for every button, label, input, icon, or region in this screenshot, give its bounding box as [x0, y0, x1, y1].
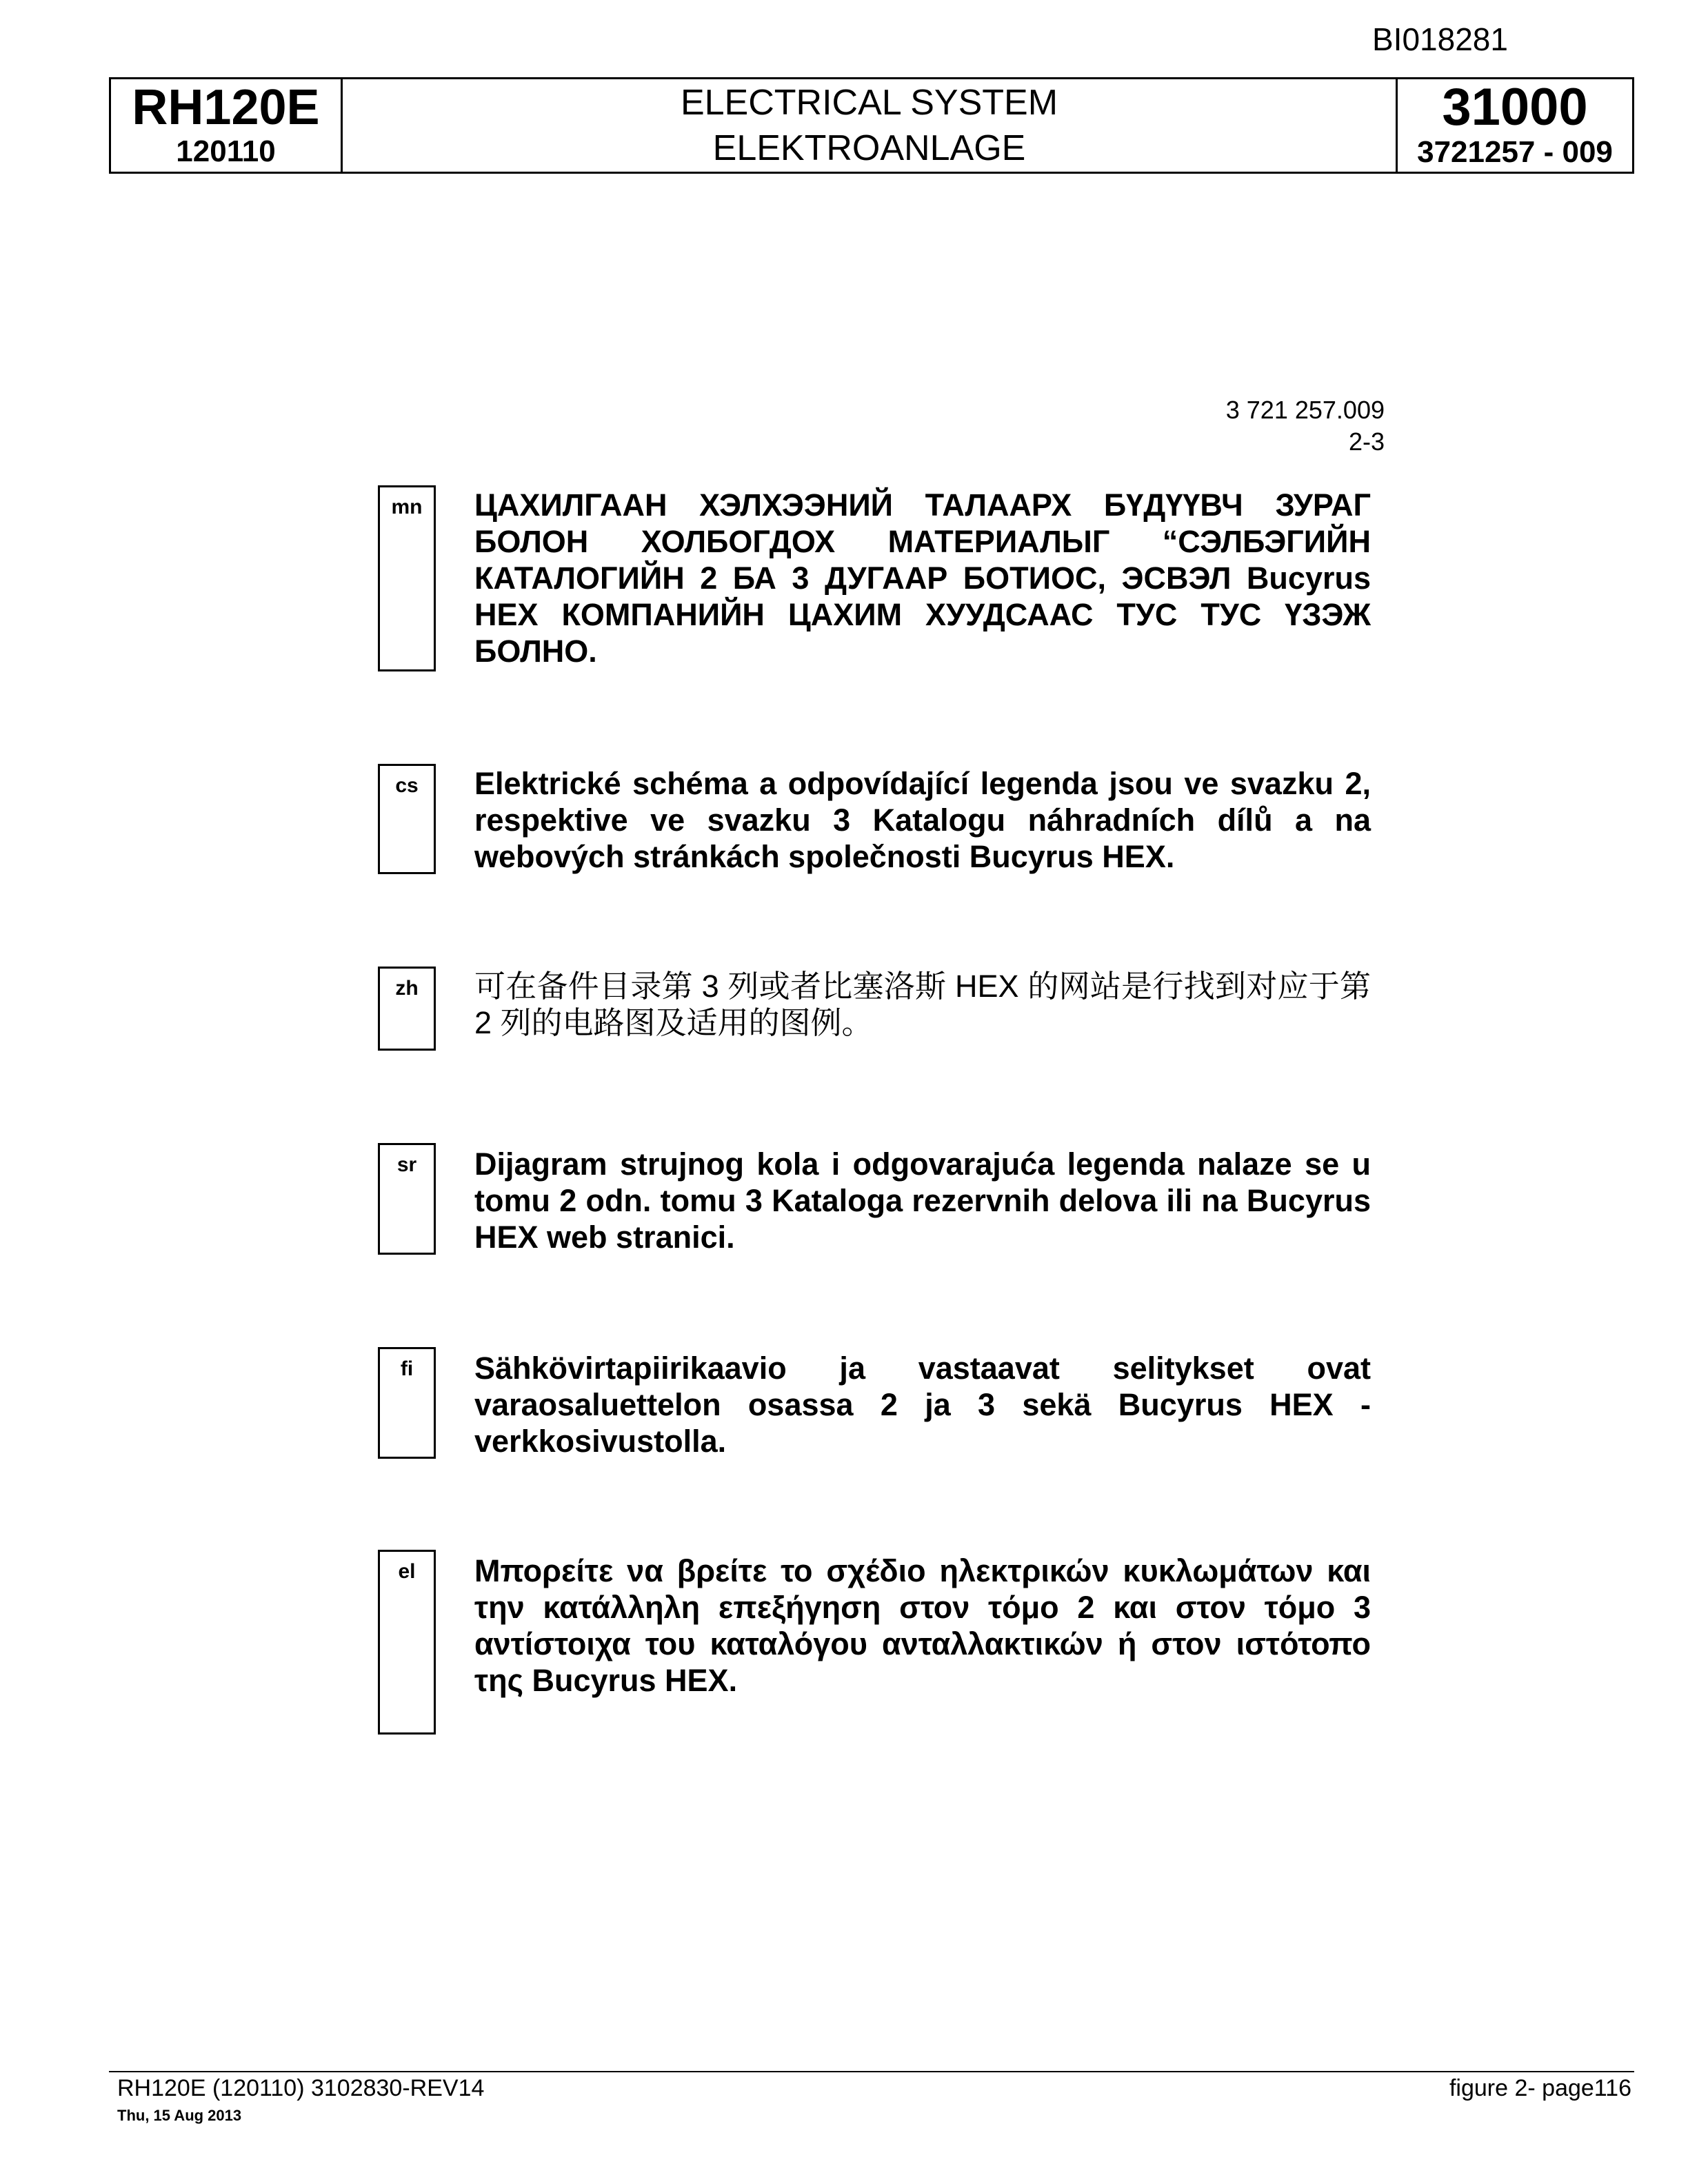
note-paragraph-el: Μπορείτε να βρείτε το σχέδιο ηλεκτρικών κυκλωμάτων και την κατάλληλη επεξήγηση στον τόμο 2 και στον τόμο 3 αντίστοιχα του καταλόγου ανταλλακτικών ή στον ιστότοπο της Bucyrus HEX. [474, 1553, 1371, 1698]
section-cell [1398, 79, 1632, 172]
document-id: BI018281 [1372, 21, 1508, 57]
title-cell [343, 79, 1398, 172]
note-paragraph-zh: 可在备件目录第 3 列或者比塞洛斯 HEX 的网站是行找到对应于第 2 列的电路图及适用的图例。 [474, 969, 1371, 1040]
part-number: 3721257 - 009 [1417, 135, 1613, 169]
title-german: ELEKTROANLAGE [712, 128, 1026, 168]
note-paragraph-mn: ЦАХИЛГААН ХЭЛХЭЭНИЙ ТАЛААРХ БҮДҮҮВЧ ЗУРАГ БОЛОН ХОЛБОГДОХ МАТЕРИАЛЫГ “СЭЛБЭГИЙН КАТАЛОГИЙН 2 БА 3 ДУГААР БОТИОС, ЭСВЭЛ Bucyrus HEX КОМПАНИЙН ЦАХИМ ХУУДСААС ТУС ТУС ҮЗЭЖ БОЛНО. [474, 487, 1371, 669]
header-table [109, 77, 1634, 174]
language-code-box: el [378, 1550, 436, 1735]
serial-number: 120110 [176, 134, 276, 168]
footer-date: Thu, 15 Aug 2013 [117, 2107, 242, 2124]
footer-page-reference: figure 2- page116 [1449, 2075, 1631, 2101]
model-name: RH120E [132, 80, 320, 135]
title-english: ELECTRICAL SYSTEM [680, 83, 1058, 123]
model-cell [111, 79, 343, 172]
language-code-box: cs [378, 764, 436, 874]
reference-page: 2-3 [1348, 427, 1385, 456]
note-paragraph-cs: Elektrické schéma a odpovídající legenda jsou ve svazku 2, respektive ve svazku 3 Katalogu náhradních dílů a na webových stránkách společnosti Bucyrus HEX. [474, 766, 1371, 874]
note-paragraph-fi: Sähkövirtapiirikaavio ja vastaavat selitykset ovat varaosaluettelon osassa 2 ja 3 sekä Bucyrus HEX -verkkosivustolla. [474, 1351, 1371, 1459]
footer-rule [109, 2071, 1634, 2072]
language-code-box: sr [378, 1143, 436, 1255]
reference-number: 3 721 257.009 [1225, 396, 1385, 424]
section-number: 31000 [1442, 78, 1588, 136]
footer-document-reference: RH120E (120110) 3102830-REV14 [117, 2075, 485, 2101]
reference-block [1226, 394, 1385, 458]
language-code-box: zh [378, 967, 436, 1051]
language-code-box: mn [378, 485, 436, 671]
note-paragraph-sr: Dijagram strujnog kola i odgovarajuća legenda nalaze se u tomu 2 odn. tomu 3 Kataloga rezervnih delova ili na Bucyrus HEX web stranici. [474, 1146, 1371, 1255]
language-code-box: fi [378, 1347, 436, 1459]
